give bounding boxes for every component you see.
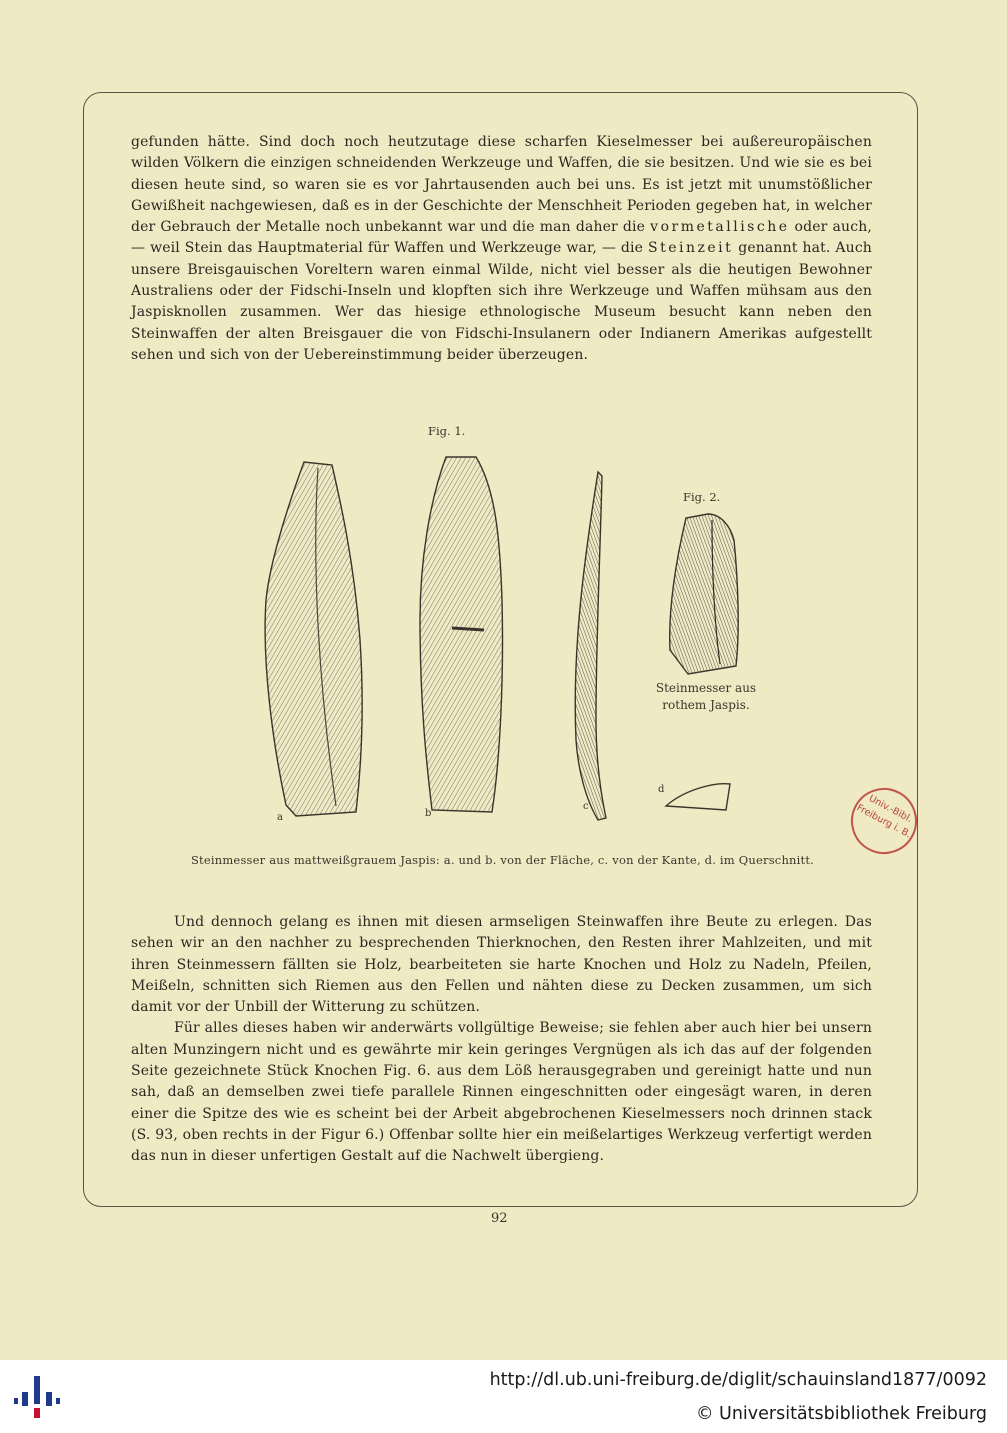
label-d: d bbox=[658, 784, 665, 795]
emphasis-vormetallische: vormetallische bbox=[650, 219, 790, 236]
paragraph-2: Und dennoch gelang es ihnen mit diesen armseligen Steinwaffen ihre Beute zu erlegen. Das sehen wir an den nachher zu besprechenden Thierknochen, den Resten ihrer Mahlzeiten, und mit ihren Steinmessern fällten sie Holz, bearbeiteten sie harte Knochen und Holz zu Nadeln, Pfeilen, Meißeln, schnitten sich Riemen aus den Fellen und nähten diese zu Decken zusammen, um sich damit vor der Unbill der Witterung zu schützen. bbox=[131, 914, 872, 1016]
ub-freiburg-logo-icon bbox=[14, 1374, 64, 1420]
paragraph-1-text-e: genannt hat. Auch unsere Breisgauischen Voreltern waren einmal Wilde, nicht viel besser als die heutigen Bewohner Australiens oder der Fidschi-Inseln und klopften sich ihre Werkzeuge und Waffen mühsam aus den Jaspisknollen zusammen. Wer das hiesige ethnologische Museum besucht kann neben den Steinwaffen der alten Breisgauer die von Fidschi-Insulanern oder Indianern Amerikas aufgestellt sehen und sich von der Uebereinstimmung beider überzeugen. bbox=[131, 240, 872, 363]
footer-url-link[interactable]: http://dl.ub.uni-freiburg.de/diglit/schauinsland1877/0092 bbox=[489, 1370, 987, 1390]
emphasis-steinzeit: Steinzeit bbox=[648, 240, 734, 257]
footer-copyright: © Universitätsbibliothek Freiburg bbox=[695, 1404, 987, 1424]
stone-blade-c-drawing bbox=[575, 472, 606, 820]
paragraph-3: Für alles dieses haben wir anderwärts vollgültige Beweise; sie fehlen aber auch hier bei unsern alten Munzingern nicht und es gewährte mir kein geringes Vergnügen als ich das auf der folgenden Seite gezeichnete Stück Knochen Fig. 6. aus dem Löß herausgegraben und gereinigt hatte und nun sah, daß an demselben zwei tiefe parallele Rinnen eingeschnitten oder eingesägt waren, in deren einer die Spitze des wie es scheint bei der Arbeit abgebrochenen Kieselmessers noch drinnen stack (S. 93, oben rechts in der Figur 6.) Offenbar sollte hier ein meißelartiges Werkzeug verfertigt werden das nun in dieser unfertigen Gestalt auf die Nachwelt übergieng. bbox=[131, 1020, 872, 1165]
paragraph-2-3 bbox=[131, 912, 872, 1168]
paragraph-1-text-c: oder auch, — weil Stein das Hauptmaterial für Waffen und Werkzeuge war, — die bbox=[131, 219, 872, 257]
figure-2-label: Fig. 2. bbox=[683, 490, 721, 504]
paragraph-1-text-a: gefunden hätte. Sind doch noch heutzutage diese scharfen Kieselmesser bei außereuropäischen wilden Völkern die einzigen schneidenden Werkzeuge und Waffen, die sie besitzen. Und wie sie es bei diesen heute sind, so waren sie es vor Jahrtausenden auch bei uns. Es ist jetzt mit unumstößlicher Gewißheit nachgewiesen, daß es in der Geschichte der Menschheit Perioden gegeben hat, in welcher der Gebrauch der Metalle noch unbekannt war und die man daher die bbox=[131, 134, 872, 236]
library-stamp-text: Univ.-Bibl. Freiburg i. B. bbox=[854, 793, 914, 841]
figure-1-label: Fig. 1. bbox=[428, 424, 466, 438]
cross-section-d-drawing bbox=[666, 784, 730, 810]
label-b: b bbox=[425, 808, 432, 819]
stone-blade-b-drawing bbox=[420, 457, 503, 812]
figure-2-caption: Steinmesser aus rothem Jaspis. bbox=[655, 681, 757, 712]
figure-1-caption: Steinmesser aus mattweißgrauem Jaspis: a. und b. von der Fläche, c. von der Kante, d. im Querschnitt. bbox=[190, 853, 815, 867]
page-number: 92 bbox=[491, 1211, 508, 1226]
label-a: a bbox=[277, 812, 283, 823]
stone-blade-a-drawing bbox=[265, 462, 362, 816]
footer-bar bbox=[0, 1360, 1007, 1433]
stone-knife-fig2-drawing bbox=[670, 514, 738, 674]
label-c: c bbox=[583, 801, 589, 812]
